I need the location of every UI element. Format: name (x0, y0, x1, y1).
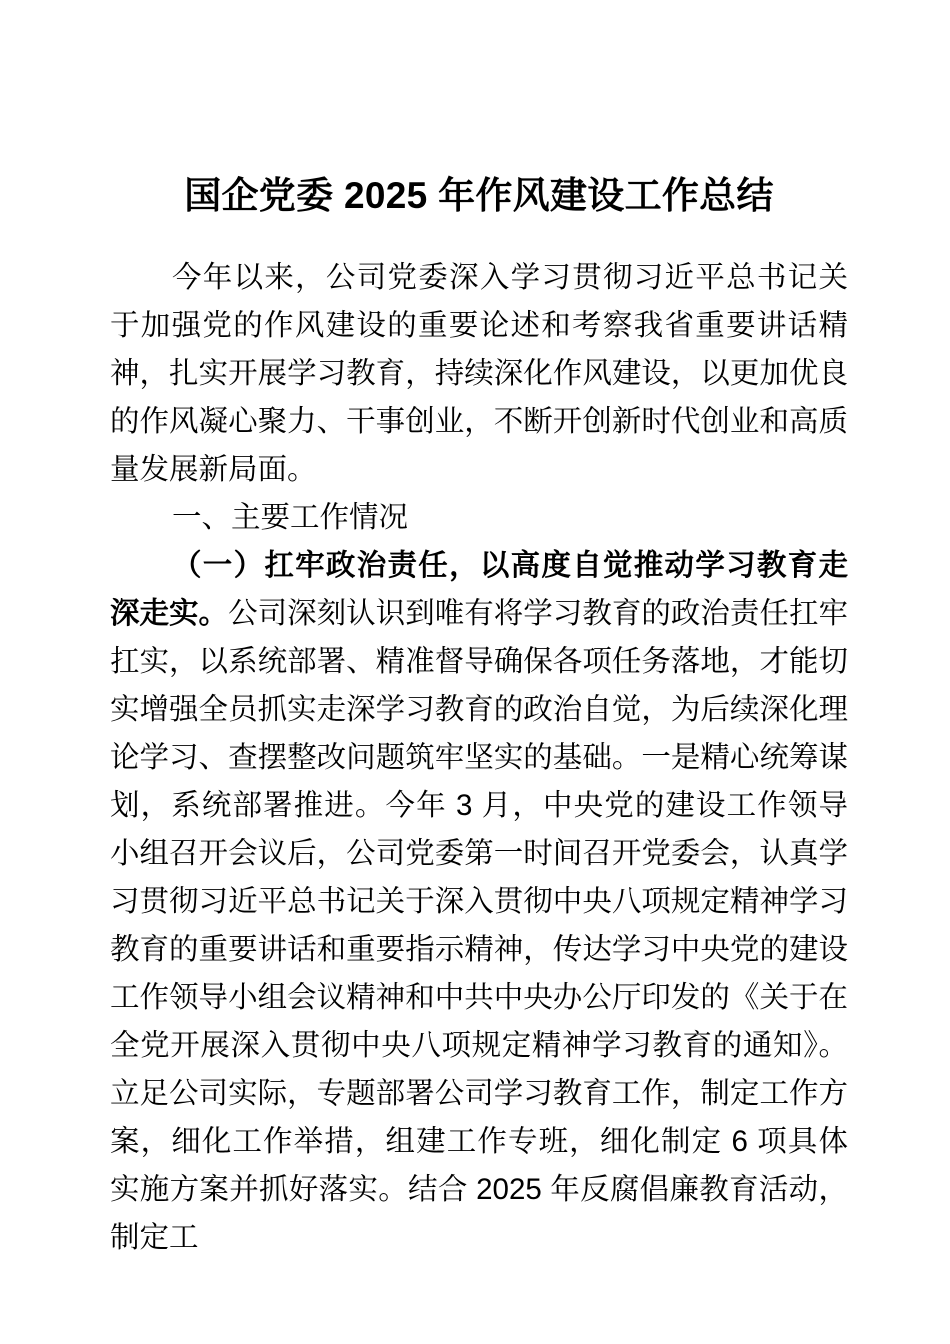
subsection-one-body-text: 公司深刻认识到唯有将学习教育的政治责任扛牢扛实，以系统部署、精准督导确保各项任务落地，才能切实增强全员抓实走深学习教育的政治自觉，为后续深化理论学习、查摆整改问题筑牢坚实的基础。一是精心统筹谋划，系统部署推进。今年 3 月，中央党的建设工作领导小组召开会议后，公司党委第一时间召开党委会，认真学习贯彻习近平总书记关于深入贯彻中央八项规定精神学习教育的重要讲话和重要指示精神，传达学习中央党的建设工作领导小组会议精神和中共中央办公厅印发的《关于在全党开展深入贯彻中央八项规定精神学习教育的通知》。立足公司实际，专题部署公司学习教育工作，制定工作方案，细化工作举措，组建工作专班，细化制定 6 项具体实施方案并抓好落实。结合 2025 年反腐倡廉教育活动，制定工 (110, 597, 848, 1254)
section-heading-one: 一、主要工作情况 (172, 501, 409, 534)
opening-paragraph: 今年以来，公司党委深入学习贯彻习近平总书记关于加强党的作风建设的重要论述和考察我省重要讲话精神，扎实开展学习教育，持续深化作风建设，以更加优良的作风凝心聚力、干事创业，不断开创新时代创业和高质量发展新局面。 (110, 261, 848, 486)
subsection-one-bold-lead: （一）扛牢政治责任，以高度自觉推动学习教育走深走实。 (110, 549, 848, 630)
page-title: 国企党委 2025 年作风建设工作总结 (184, 175, 774, 216)
document-content-column (110, 0, 848, 1262)
subsection-one-paragraph (110, 542, 848, 1262)
